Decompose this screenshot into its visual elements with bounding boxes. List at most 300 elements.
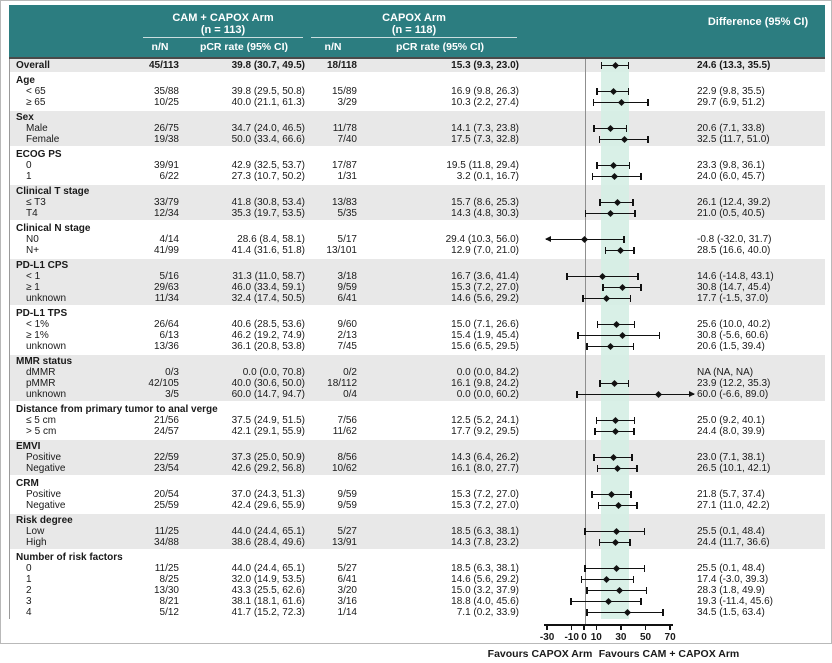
n-over-N-arm2: 13/101 [326, 244, 357, 256]
table-row-5-cm [10, 426, 825, 437]
table-row-dmmr [10, 367, 825, 378]
group-header-row [10, 441, 825, 452]
x-axis-tick-label: 50 [639, 632, 652, 643]
n-over-N-arm1: 11/25 [154, 562, 179, 574]
row-label: unknown [26, 292, 67, 304]
pcr-rate-arm1: 31.3 (11.0, 58.7) [232, 270, 305, 282]
ci-point-estimate [615, 502, 622, 509]
group-header-label: Age [16, 74, 35, 86]
n-over-N-arm1: 45/113 [148, 59, 179, 71]
pcr-rate-arm2: 18.8 (4.0, 45.6) [451, 595, 519, 607]
ci-cap-lower [593, 454, 595, 460]
ci-cap-upper [634, 210, 636, 216]
pcr-rate-arm1: 37.0 (24.3, 51.3) [231, 488, 305, 500]
n-over-N-arm1: 3/5 [165, 388, 179, 400]
forest-ci-cell [522, 596, 692, 607]
pcr-rate-arm2: 0.0 (0.0, 84.2) [456, 366, 519, 378]
pcr-rate-arm2: 3.2 (0.1, 16.7) [456, 170, 519, 182]
group-header-label: Sex [16, 111, 34, 123]
pcr-rate-arm1: 42.4 (29.6, 55.9) [231, 499, 305, 511]
ci-cap-lower [570, 598, 572, 604]
forest-ci-cell [522, 574, 692, 585]
forest-ci-cell [522, 378, 692, 389]
pcr-rate-arm1: 38.6 (28.4, 49.6) [231, 536, 305, 548]
subgroup-risk-degree [10, 514, 825, 549]
difference-value: 14.6 (-14.8, 43.1) [697, 270, 774, 282]
table-row-1 [10, 319, 825, 330]
row-label: unknown [26, 340, 67, 352]
subgroup-ecog-ps [10, 148, 825, 183]
table-row-65 [10, 97, 825, 108]
ci-cap-lower [596, 417, 598, 423]
ci-cap-lower [577, 332, 579, 338]
pcr-rate-arm1: 41.7 (15.2, 72.3) [231, 606, 305, 618]
n-over-N-arm1: 11/25 [154, 525, 179, 537]
n-over-N-arm1: 8/21 [159, 595, 179, 607]
n-over-N-arm1: 22/59 [153, 451, 179, 463]
group-header-label: Number of risk factors [16, 551, 123, 563]
subgroup-clinical-n-stage [10, 222, 825, 257]
pcr-rate-arm1: 28.6 (8.4, 58.1) [237, 233, 305, 245]
table-body [9, 59, 825, 619]
ci-cap-lower [601, 62, 603, 68]
x-axis-tick-label: -30 [539, 632, 555, 643]
ci-cap-upper [633, 576, 635, 582]
pcr-rate-arm1: 37.3 (25.0, 50.9) [231, 451, 305, 463]
ci-cap-upper [626, 125, 628, 131]
row-label: ≥ 65 [26, 96, 46, 108]
pcr-rate-arm2: 12.9 (7.0, 21.0) [451, 244, 519, 256]
subgroup-pd-l1-tps [10, 307, 825, 353]
arm1-n: (n = 113) [200, 24, 246, 36]
row-label: < 1% [26, 318, 50, 330]
n-over-N-arm1: 20/54 [153, 488, 179, 500]
ci-cap-lower [584, 528, 586, 534]
group-header-label: Clinical N stage [16, 222, 91, 234]
ci-arrow-right [689, 391, 695, 397]
ci-cap-upper [637, 273, 639, 279]
pcr-rate-arm2: 16.1 (8.0, 27.7) [451, 462, 519, 474]
x-axis-tick [546, 624, 548, 630]
table-row-negative [10, 463, 825, 474]
ci-cap-lower [576, 391, 578, 397]
ci-cap-lower [586, 343, 588, 349]
row-label: ≥ 1% [26, 329, 49, 341]
ci-cap-lower [599, 199, 601, 205]
row-label: 4 [26, 606, 32, 618]
difference-value: 24.0 (6.0, 45.7) [697, 170, 765, 182]
pcr-rate-arm2: 15.3 (7.2, 27.0) [451, 281, 519, 293]
group-header-row [10, 260, 825, 271]
row-label: unknown [26, 388, 67, 400]
n-over-N-arm2: 15/89 [331, 85, 357, 97]
pcr-rate-arm2: 17.5 (7.3, 32.8) [451, 133, 519, 145]
arm2-title: CAPOX Arm [382, 12, 446, 24]
x-axis-line [544, 624, 673, 626]
difference-value: 24.4 (8.0, 39.9) [697, 425, 765, 437]
pcr-rate-arm1: 35.3 (19.7, 53.5) [231, 207, 305, 219]
pcr-rate-arm1: 44.0 (24.4, 65.1) [231, 562, 305, 574]
n-over-N-arm2: 11/78 [332, 122, 357, 134]
row-label: > 5 cm [26, 425, 57, 437]
ci-point-estimate [610, 454, 617, 461]
difference-value: 20.6 (1.5, 39.4) [697, 340, 765, 352]
col-nN-arm1: n/N [151, 41, 169, 54]
difference-value: 19.3 (-11.4, 45.6) [697, 595, 773, 607]
ci-point-estimate [617, 247, 624, 254]
ci-cap-upper [628, 88, 630, 94]
forest-ci-cell [522, 319, 692, 330]
n-over-N-arm2: 18/112 [327, 377, 357, 389]
ci-point-estimate [614, 465, 621, 472]
forest-ci-cell [522, 171, 692, 182]
difference-value: 22.9 (9.8, 35.5) [697, 85, 765, 97]
difference-value: 23.9 (12.2, 35.3) [697, 377, 771, 389]
ci-point-estimate [614, 199, 621, 206]
difference-value: 21.0 (0.5, 40.5) [697, 207, 765, 219]
pcr-rate-arm1: 34.7 (24.0, 46.5) [231, 122, 305, 134]
pcr-rate-arm1: 27.3 (10.7, 50.2) [231, 170, 305, 182]
figure-content [9, 5, 825, 663]
pcr-rate-arm2: 15.0 (7.1, 26.6) [451, 318, 519, 330]
forest-ci-cell [522, 463, 692, 474]
n-over-N-arm1: 5/12 [159, 606, 179, 618]
pcr-rate-arm1: 40.0 (21.1, 61.3) [231, 96, 305, 108]
difference-value: 26.5 (10.1, 42.1) [697, 462, 771, 474]
group-header-row [10, 75, 825, 86]
pcr-rate-arm2: 16.9 (9.8, 26.3) [451, 85, 519, 97]
n-over-N-arm1: 6/22 [159, 170, 179, 182]
x-axis-tick [583, 624, 585, 630]
table-row-female [10, 134, 825, 145]
x-axis-tick [620, 624, 622, 630]
table-row-65 [10, 86, 825, 97]
forest-ci-cell [522, 607, 692, 618]
pcr-rate-arm2: 15.6 (6.5, 29.5) [451, 340, 519, 352]
group-header-label: Risk degree [16, 514, 73, 526]
ci-point-estimate [613, 321, 620, 328]
n-over-N-arm1: 10/25 [153, 96, 179, 108]
row-label: Overall [16, 59, 50, 71]
ci-cap-lower [593, 125, 595, 131]
ci-point-estimate [610, 88, 617, 95]
subgroup-distance-from-primary-tumor-to-anal-verge [10, 403, 825, 438]
pcr-rate-arm2: 15.7 (8.6, 25.3) [451, 196, 519, 208]
ci-cap-lower [584, 565, 586, 571]
n-over-N-arm2: 3/18 [337, 270, 357, 282]
row-label: 0 [26, 562, 32, 574]
difference-value: 30.8 (-5.6, 60.6) [697, 329, 769, 341]
table-row-male [10, 123, 825, 134]
pcr-rate-arm2: 18.5 (6.3, 38.1) [451, 525, 519, 537]
ci-cap-upper [629, 539, 631, 545]
pcr-rate-arm1: 40.6 (28.5, 53.6) [231, 318, 305, 330]
forest-ci-cell [522, 245, 692, 256]
difference-value: 30.8 (14.7, 45.4) [697, 281, 771, 293]
forest-ci-cell [522, 415, 692, 426]
n-over-N-arm2: 5/35 [337, 207, 357, 219]
ci-cap-lower [566, 273, 568, 279]
n-over-N-arm2: 18/118 [326, 59, 357, 71]
pcr-rate-arm1: 46.0 (33.4, 59.1) [231, 281, 305, 293]
n-over-N-arm1: 12/34 [153, 207, 179, 219]
ci-point-estimate [607, 210, 614, 217]
forest-ci-cell [522, 60, 692, 71]
pcr-rate-arm1: 39.8 (30.7, 49.5) [231, 59, 305, 71]
pcr-rate-arm1: 32.0 (14.9, 53.5) [231, 573, 305, 585]
pcr-rate-arm2: 15.0 (3.2, 37.9) [451, 584, 519, 596]
table-row-unknown [10, 341, 825, 352]
forest-ci-cell [522, 293, 692, 304]
arm1-header [139, 5, 307, 38]
row-label: Male [26, 122, 48, 134]
row-label: ≥ 1 [26, 281, 40, 293]
table-row-negative [10, 500, 825, 511]
pcr-rate-arm2: 16.1 (9.8, 24.2) [451, 377, 519, 389]
ci-cap-upper [633, 428, 635, 434]
n-over-N-arm1: 6/13 [159, 329, 179, 341]
x-axis-tick-label: 70 [664, 632, 676, 643]
table-row-positive [10, 452, 825, 463]
n-over-N-arm2: 10/62 [331, 462, 357, 474]
subgroup-age [10, 74, 825, 109]
plot-header-spacer [521, 5, 691, 38]
n-over-N-arm2: 1/31 [337, 170, 357, 182]
x-axis-inner [521, 621, 691, 647]
row-label: Positive [26, 451, 62, 463]
pcr-rate-arm1: 46.2 (19.2, 74.9) [231, 329, 305, 341]
ci-cap-upper [640, 173, 642, 179]
subgroup-crm [10, 477, 825, 512]
ci-cap-lower [599, 136, 601, 142]
pcr-rate-arm2: 15.3 (9.3, 23.0) [451, 59, 519, 71]
subgroup-pd-l1-cps [10, 259, 825, 305]
subgroup-overall [10, 59, 825, 72]
difference-value: 23.3 (9.8, 36.1) [697, 159, 765, 171]
n-over-N-arm2: 7/56 [337, 414, 357, 426]
difference-value: 25.6 (10.0, 40.2) [697, 318, 771, 330]
ci-point-estimate [605, 598, 612, 605]
ci-cap-lower [586, 587, 588, 593]
row-label: pMMR [26, 377, 56, 389]
n-over-N-arm1: 5/16 [159, 270, 179, 282]
ci-point-estimate [580, 236, 587, 243]
n-over-N-arm2: 9/59 [337, 281, 357, 293]
pcr-rate-arm2: 14.6 (5.6, 29.2) [451, 292, 519, 304]
forest-ci-cell [522, 271, 692, 282]
n-over-N-arm2: 5/27 [337, 525, 357, 537]
pcr-rate-arm2: 14.1 (7.3, 23.8) [451, 122, 519, 134]
forest-ci-cell [522, 234, 692, 245]
favours-cam-capox-label: Favours CAM + CAPOX Arm [598, 648, 740, 660]
group-header-label: MMR status [16, 355, 73, 367]
difference-value: 25.5 (0.1, 48.4) [697, 562, 765, 574]
group-header-row [10, 478, 825, 489]
table-row-1 [10, 271, 825, 282]
x-axis-tick-label: 30 [615, 632, 627, 643]
n-over-N-arm1: 33/79 [153, 196, 179, 208]
ci-point-estimate [619, 332, 626, 339]
ci-point-estimate [655, 391, 662, 398]
ci-point-estimate [603, 576, 610, 583]
ci-cap-upper [630, 491, 632, 497]
ci-cap-upper [633, 247, 635, 253]
ci-cap-upper [640, 284, 642, 290]
group-header-label: ECOG PS [16, 148, 62, 160]
row-label: High [26, 536, 47, 548]
ci-cap-upper [647, 136, 649, 142]
pcr-rate-arm1: 0.0 (0.0, 70.8) [242, 366, 305, 378]
difference-value: 28.5 (16.6, 40.0) [697, 244, 771, 256]
row-label: 0 [26, 159, 32, 171]
arm1-underline [143, 37, 303, 38]
forest-ci-cell [522, 452, 692, 463]
ci-point-estimate [607, 125, 614, 132]
forest-ci-cell [522, 123, 692, 134]
ci-point-estimate [608, 491, 615, 498]
difference-value: 26.1 (12.4, 39.2) [697, 196, 771, 208]
pcr-rate-arm2: 17.7 (9.2, 29.5) [451, 425, 519, 437]
ci-cap-lower [597, 465, 599, 471]
forest-ci-cell [522, 426, 692, 437]
row-label: ≤ 5 cm [26, 414, 56, 426]
n-over-N-arm1: 35/88 [153, 85, 179, 97]
difference-value: 24.4 (11.7, 36.6) [697, 536, 770, 548]
row-label: Positive [26, 488, 62, 500]
n-over-N-arm2: 6/41 [337, 292, 357, 304]
row-label: < 1 [26, 270, 41, 282]
n-over-N-arm2: 3/16 [337, 595, 357, 607]
table-header [9, 5, 825, 59]
n-over-N-arm2: 8/56 [337, 451, 357, 463]
group-header-row [10, 112, 825, 123]
ci-cap-upper [631, 454, 633, 460]
table-row-pmmr [10, 378, 825, 389]
n-over-N-arm2: 7/45 [337, 340, 357, 352]
group-header-row [10, 308, 825, 319]
group-header-row [10, 149, 825, 160]
ci-cap-upper [644, 528, 646, 534]
n-over-N-arm1: 0/3 [165, 366, 179, 378]
ci-cap-lower [599, 380, 601, 386]
difference-value: NA (NA, NA) [697, 366, 754, 378]
pcr-rate-arm2: 19.5 (11.8, 29.4) [446, 159, 519, 171]
favours-capox-label: Favours CAPOX Arm [487, 648, 593, 660]
ci-cap-upper [633, 343, 635, 349]
n-over-N-arm2: 9/59 [337, 499, 357, 511]
ci-point-estimate [612, 417, 619, 424]
n-over-N-arm2: 17/87 [331, 159, 357, 171]
pcr-rate-arm1: 60.0 (14.7, 94.7) [231, 388, 305, 400]
ci-cap-upper [646, 587, 648, 593]
subgroup-sex [10, 111, 825, 146]
row-label: Low [26, 525, 45, 537]
pcr-rate-arm1: 39.8 (29.5, 50.8) [231, 85, 305, 97]
x-axis-tick-label: 0 [581, 632, 587, 643]
subgroup-clinical-t-stage [10, 185, 825, 220]
n-over-N-arm2: 5/17 [337, 233, 357, 245]
ci-cap-upper [632, 199, 634, 205]
forest-ci-cell [522, 86, 692, 97]
ci-cap-upper [636, 502, 638, 508]
difference-value: 17.4 (-3.0, 39.3) [697, 573, 769, 585]
forest-ci-cell [522, 526, 692, 537]
n-over-N-arm2: 9/59 [337, 488, 357, 500]
pcr-rate-arm2: 14.3 (7.8, 23.2) [451, 536, 519, 548]
ci-point-estimate [621, 136, 628, 143]
n-over-N-arm1: 13/30 [153, 584, 179, 596]
n-over-N-arm2: 0/2 [343, 366, 357, 378]
arm2-header [307, 5, 521, 38]
ci-point-estimate [599, 273, 606, 280]
ci-cap-upper [647, 99, 649, 105]
n-over-N-arm2: 7/40 [337, 133, 357, 145]
difference-value: 29.7 (6.9, 51.2) [697, 96, 765, 108]
ci-cap-lower [582, 295, 584, 301]
ci-cap-lower [594, 428, 596, 434]
pcr-rate-arm1: 32.4 (17.4, 50.5) [231, 292, 305, 304]
table-row-positive [10, 489, 825, 500]
n-over-N-arm2: 11/62 [332, 425, 357, 437]
row-label: T4 [26, 207, 38, 219]
pcr-rate-arm1: 42.1 (29.1, 55.9) [231, 425, 305, 437]
row-label: 2 [26, 584, 32, 596]
pcr-rate-arm1: 37.5 (24.9, 51.5) [231, 414, 305, 426]
pcr-rate-arm2: 10.3 (2.2, 27.4) [451, 96, 519, 108]
row-label: ≤ T3 [26, 196, 46, 208]
forest-ci-cell [522, 282, 692, 293]
row-label: Negative [26, 462, 66, 474]
table-row-low [10, 526, 825, 537]
forest-ci-cell [522, 330, 692, 341]
row-label: < 65 [26, 85, 46, 97]
ci-cap-upper [644, 565, 646, 571]
table-row-0 [10, 160, 825, 171]
ci-cap-upper [630, 295, 632, 301]
ci-line [577, 394, 695, 396]
n-over-N-arm1: 34/88 [153, 536, 179, 548]
table-row-t4 [10, 208, 825, 219]
group-header-label: CRM [16, 477, 39, 489]
n-over-N-arm1: 39/91 [153, 159, 179, 171]
forest-ci-cell [522, 160, 692, 171]
pcr-rate-arm2: 16.7 (3.6, 41.4) [451, 270, 519, 282]
n-over-N-arm1: 11/34 [154, 292, 179, 304]
n-over-N-arm2: 9/60 [337, 318, 357, 330]
difference-value: -0.8 (-32.0, 31.7) [697, 233, 772, 245]
ci-cap-lower [593, 99, 595, 105]
ci-cap-upper [662, 609, 664, 615]
ci-cap-lower [592, 173, 594, 179]
ci-cap-upper [634, 417, 636, 423]
ci-arrow-left [545, 236, 551, 242]
ci-cap-upper [628, 62, 630, 68]
difference-value: 27.1 (11.0, 42.2) [697, 499, 770, 511]
group-header-label: Distance from primary tumor to anal verge [16, 403, 218, 415]
n-over-N-arm1: 42/105 [148, 377, 179, 389]
n-over-N-arm2: 5/27 [337, 562, 357, 574]
table-row-1 [10, 282, 825, 293]
ci-cap-upper [628, 380, 630, 386]
n-over-N-arm2: 1/14 [337, 606, 357, 618]
arm2-n: (n = 118) [391, 24, 437, 36]
forest-ci-cell [522, 389, 692, 400]
n-over-N-arm2: 0/4 [343, 388, 357, 400]
ci-cap-lower [602, 284, 604, 290]
ci-point-estimate [613, 528, 620, 535]
ci-point-estimate [618, 99, 625, 106]
forest-ci-cell [522, 500, 692, 511]
